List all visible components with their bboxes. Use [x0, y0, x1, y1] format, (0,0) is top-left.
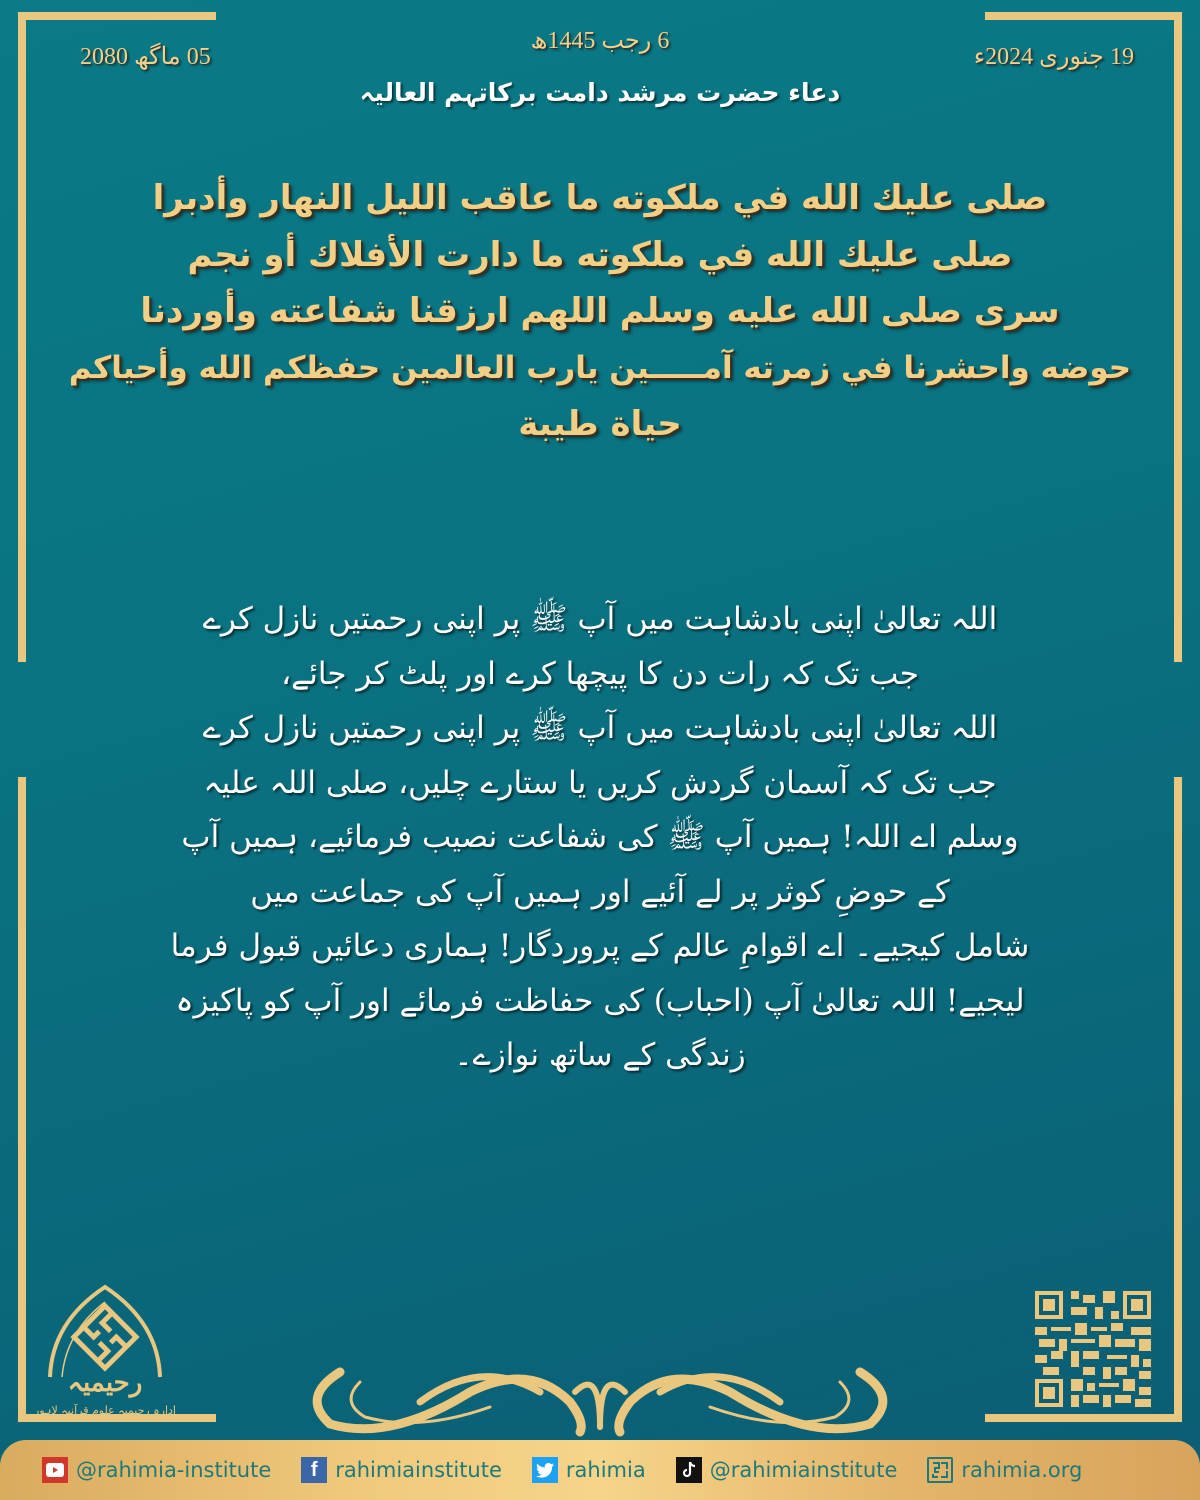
- twitter-icon: [532, 1457, 558, 1483]
- youtube-link[interactable]: [42, 1455, 271, 1485]
- frame-bottom-right-horizontal: [985, 1414, 1182, 1422]
- urdu-line: جب تک کہ رات دن کا پیچھا کرے اور پلٹ کر جائے،: [281, 655, 919, 692]
- frame-left-upper-vertical: [18, 12, 26, 662]
- tiktok-link[interactable]: [676, 1455, 898, 1485]
- urdu-translation: [120, 592, 1080, 1083]
- frame-top-right-horizontal: [985, 12, 1182, 20]
- page-title: دعاء حضرت مرشد دامت برکاتہم العالیہ: [359, 78, 841, 107]
- twitter-link[interactable]: [532, 1455, 646, 1485]
- qr-code-icon[interactable]: [1034, 1291, 1152, 1407]
- tiktok-icon: [676, 1457, 702, 1483]
- frame-right-upper-vertical: [1174, 12, 1182, 662]
- gold-flourish-divider-icon: [300, 1362, 900, 1438]
- twitter-handle: rahimia: [565, 1458, 646, 1482]
- logo-name: رحیمیہ: [67, 1368, 143, 1398]
- arabic-line: صلى عليك الله في ملكوته ما دارت الأفلاك أو نجم: [187, 234, 1013, 275]
- facebook-link[interactable]: [301, 1455, 502, 1485]
- urdu-line: اللہ تعالیٰ اپنی بادشاہت میں آپ ﷺ پر اپنی رحمتیں نازل کرے: [202, 710, 998, 746]
- urdu-line: وسلم اے اللہ! ہمیں آپ ﷺ کی شفاعت نصیب فرمائیے، ہمیں آپ: [181, 819, 1019, 855]
- date-gregorian: 19 جنوری 2024ء: [973, 44, 1134, 70]
- facebook-icon: f: [301, 1457, 327, 1483]
- arabic-line: حياة طيبة: [518, 404, 682, 444]
- date-hijri: 6 رجب 1445ھ: [530, 28, 670, 54]
- tiktok-handle: @rahimiainstitute: [709, 1458, 898, 1482]
- arabic-line: حوضه واحشرنا في زمرته آمـــــين يارب العالمين حفظكم الله وأحياكم: [68, 349, 1132, 386]
- urdu-line: زندگی کے ساتھ نوازے۔: [454, 1037, 746, 1073]
- arabic-line: سرى صلى الله عليه وسلم اللهم ارزقنا شفاعته وأوردنا: [140, 291, 1060, 331]
- arabic-line: صلى عليك الله في ملكوته ما عاقب الليل النهار وأدبرا: [152, 178, 1048, 218]
- youtube-handle: @rahimia-institute: [76, 1458, 272, 1482]
- urdu-line: جب تک کہ آسمان گردش کریں یا ستارے چلیں، صلی اللہ علیہ: [203, 764, 997, 801]
- website-link[interactable]: [927, 1455, 1082, 1485]
- website-logo-icon: [927, 1457, 953, 1483]
- frame-top-left-horizontal: [18, 12, 216, 20]
- urdu-line: کے حوضِ کوثر پر لے آئیے اور ہمیں آپ کی جماعت میں: [250, 873, 950, 910]
- date-bikrami: 05 ماگھ 2080: [80, 44, 211, 70]
- urdu-line: شامل کیجیے۔ اے اقوامِ عالم کے پروردگار! ہماری دعائیں قبول فرما: [170, 928, 1030, 964]
- facebook-handle: rahimiainstitute: [335, 1458, 502, 1482]
- arabic-dua: [60, 170, 1140, 453]
- logo-caption: ادارہ رحیمیہ علوم قرآنیہ لاہور: [34, 1404, 176, 1417]
- frame-right-lower-vertical: [1174, 777, 1182, 1422]
- urdu-line: اللہ تعالیٰ اپنی بادشاہت میں آپ ﷺ پر اپنی رحمتیں نازل کرے: [202, 601, 998, 637]
- social-footer: [0, 1440, 1200, 1500]
- website-url: rahimia.org: [961, 1458, 1083, 1482]
- frame-left-lower-vertical: [18, 777, 26, 1422]
- urdu-line: لیجیے! اللہ تعالیٰ آپ (احباب) کی حفاظت فرمائے اور آپ کو پاکیزہ: [175, 982, 1025, 1019]
- youtube-icon: [42, 1457, 68, 1483]
